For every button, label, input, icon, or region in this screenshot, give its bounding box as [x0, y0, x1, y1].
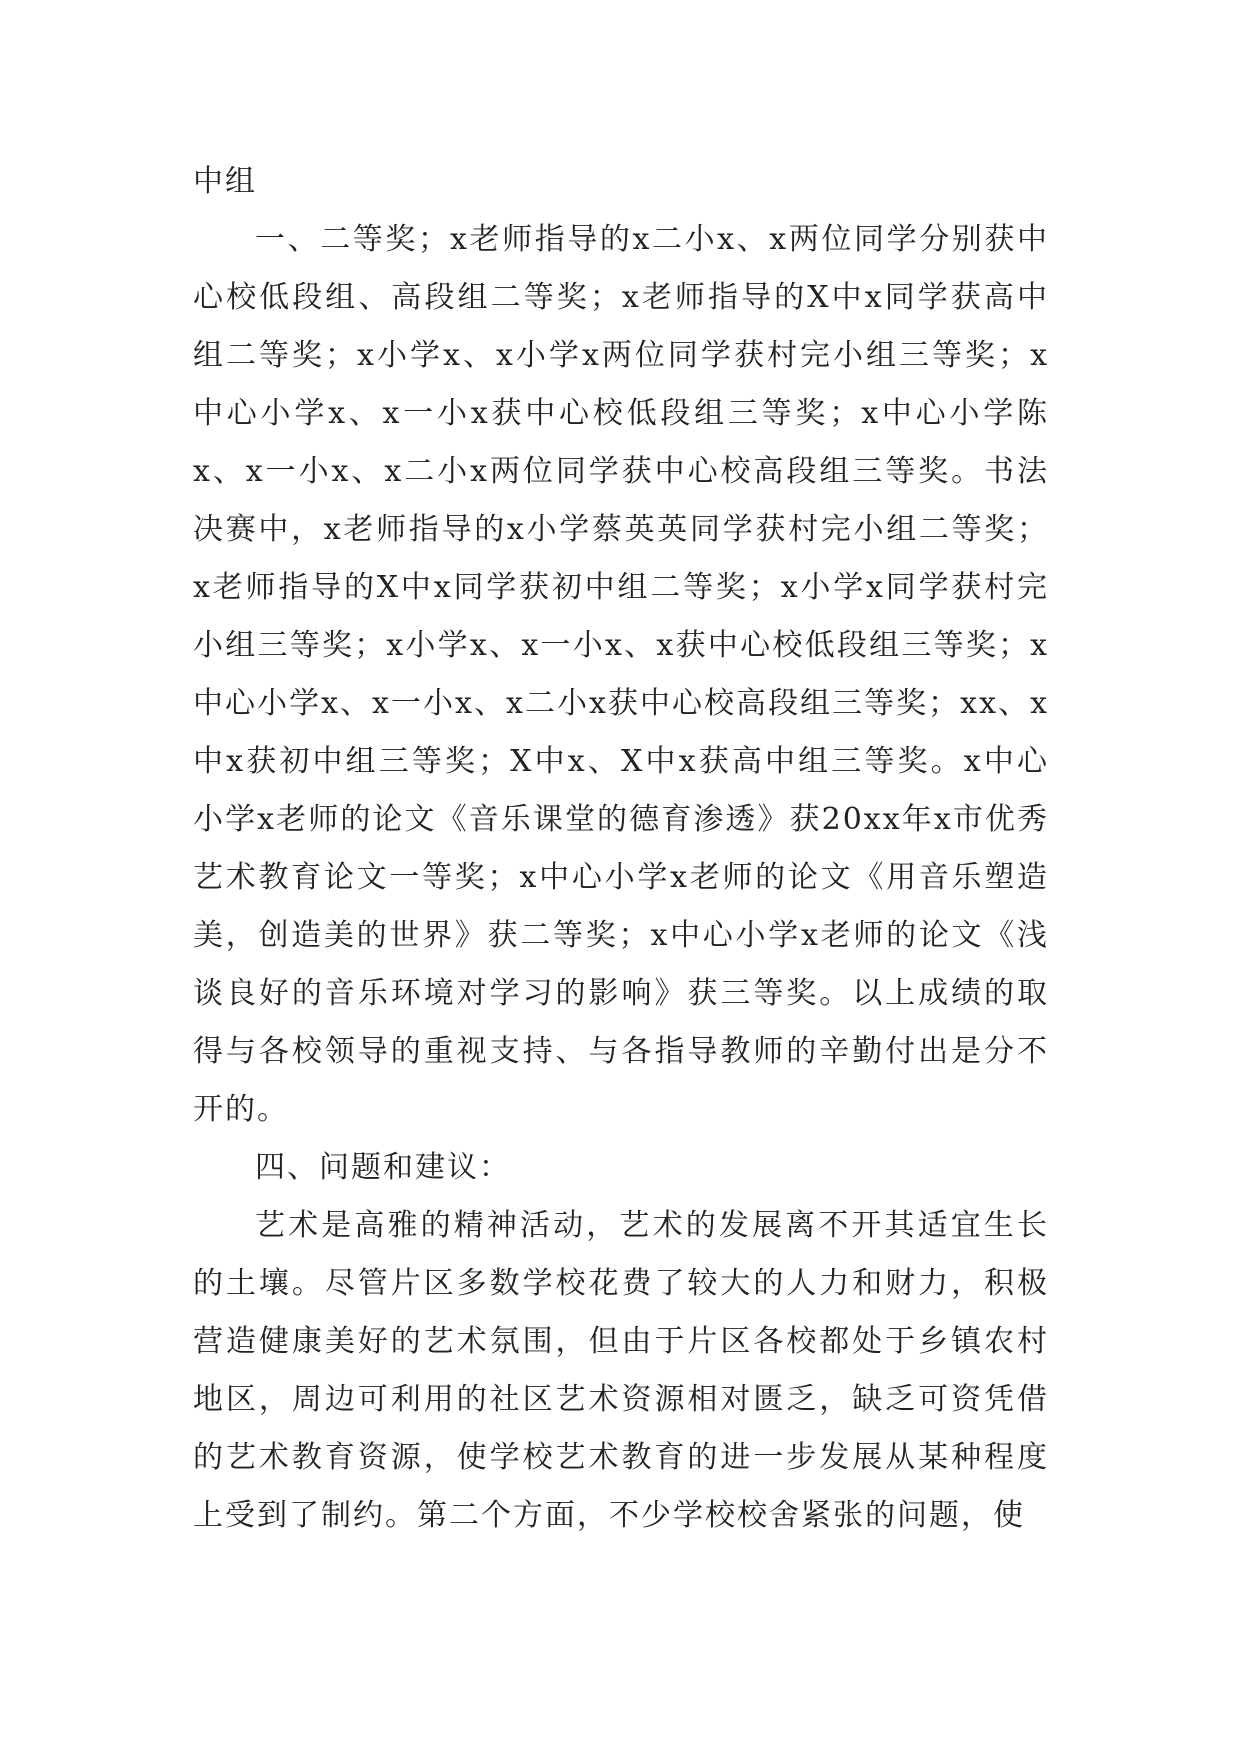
paragraph-continuation: 中组	[193, 164, 257, 199]
paragraph-problems: 艺术是高雅的精神活动，艺术的发展离不开其适宜生长的土壤。尽管片区多数学校花费了较大的人力和财力，积极营造健康美好的艺术氛围，但由于片区各校都处于乡镇农村地区，周边可利用的社区艺术资源相对匮乏，缺乏可资凭借的艺术教育资源，使学校艺术教育的进一步发展从某种程度上受到了制约。第二个方面，不少学校校舍紧张的问题，使	[193, 1208, 1049, 1533]
document-page	[193, 153, 1049, 1545]
section-heading-problems: 四、问题和建议：	[255, 1150, 511, 1185]
paragraph-awards: 一、二等奖；x老师指导的x二小x、x两位同学分别获中心校低段组、高段组二等奖；x老师指导的X中x同学获高中组二等奖；x小学x、x小学x两位同学获村完小组三等奖；x中心小学x、x一小x获中心校低段组三等奖；x中心小学陈x、x一小x、x二小x两位同学获中心校高段组三等奖。书法决赛中，x老师指导的x小学蔡英英同学获村完小组二等奖；x老师指导的X中x同学获初中组二等奖；x小学x同学获村完小组三等奖；x小学x、x一小x、x获中心校低段组三等奖；x中心小学x、x一小x、x二小x获中心校高段组三等奖；xx、x中x获初中组三等奖；X中x、X中x获高中组三等奖。x中心小学x老师的论文《音乐课堂的德育渗透》获20xx年x市优秀艺术教育论文一等奖；x中心小学x老师的论文《用音乐塑造美，创造美的世界》获二等奖；x中心小学x老师的论文《浅谈良好的音乐环境对学习的影响》获三等奖。以上成绩的取得与各校领导的重视支持、与各指导教师的辛勤付出是分不开的。	[193, 222, 1049, 1127]
